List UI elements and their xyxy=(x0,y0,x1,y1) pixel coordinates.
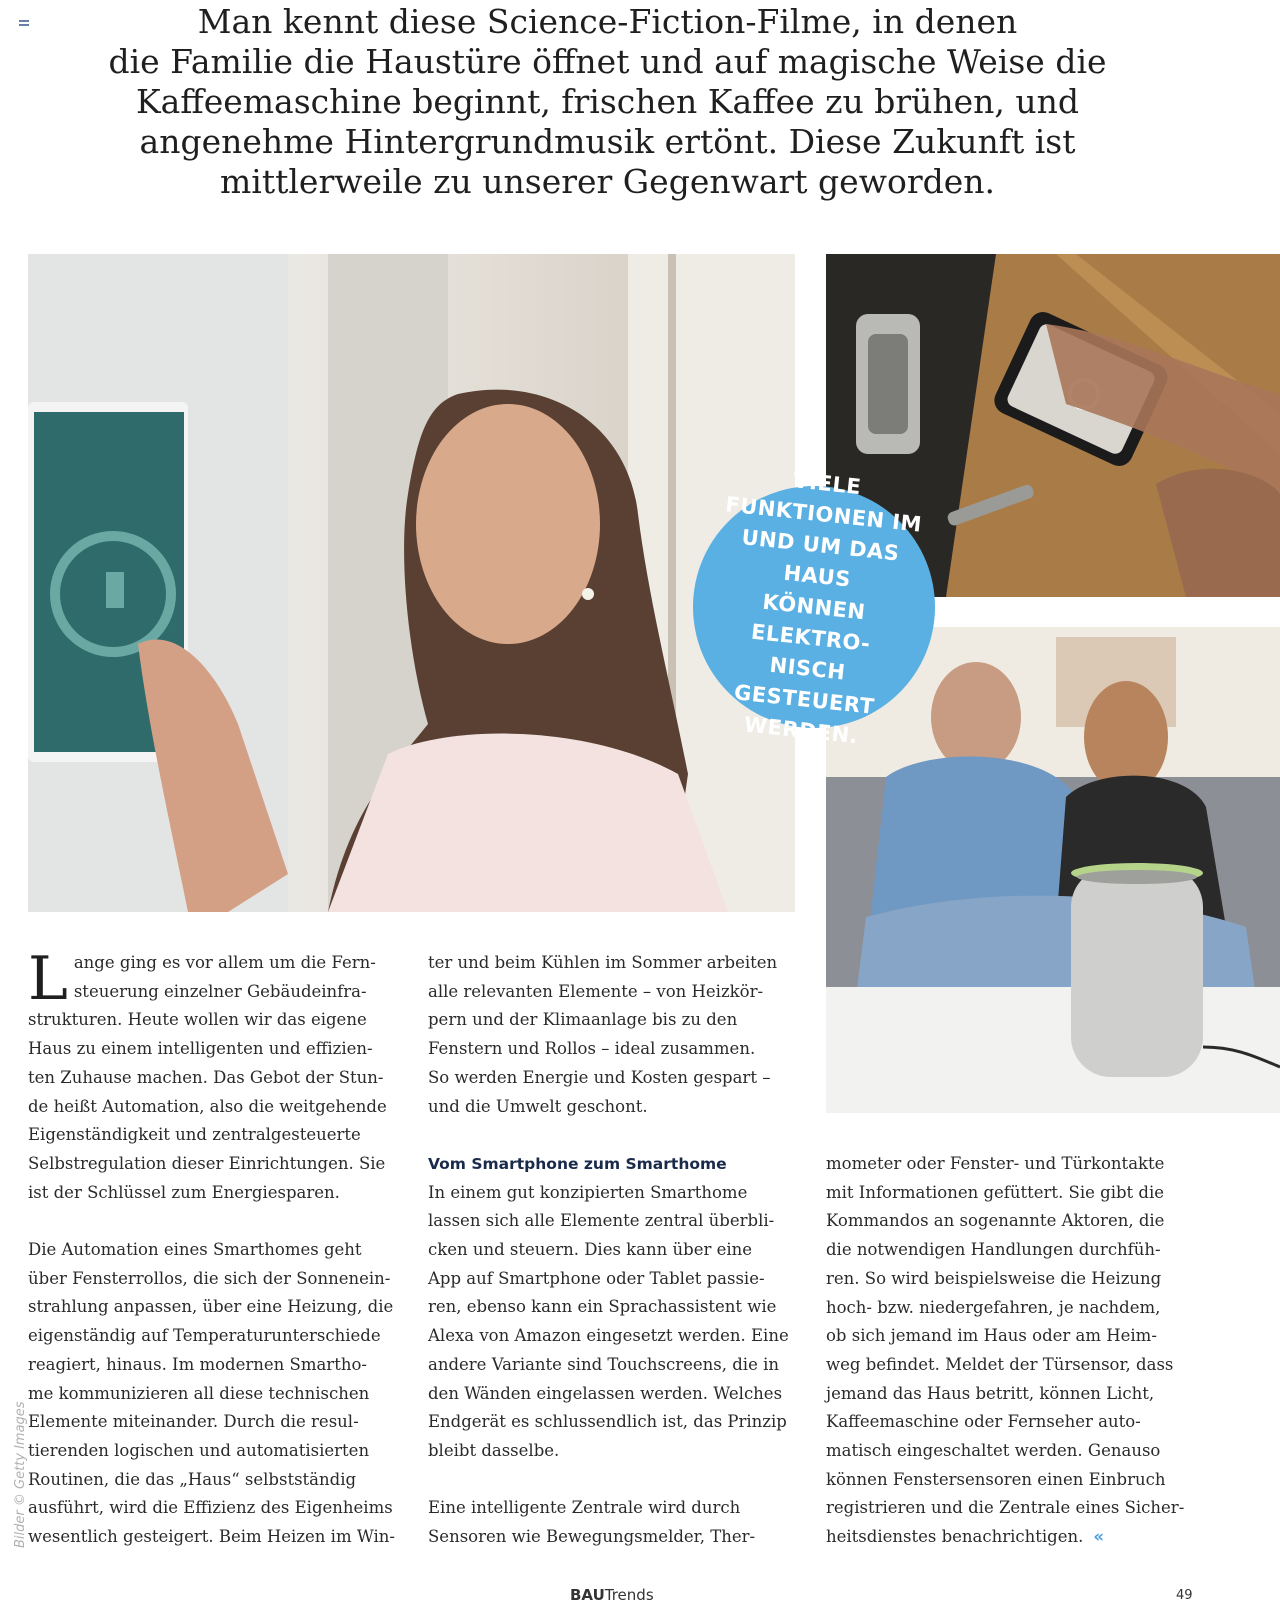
section-heading: Vom Smartphone zum Smarthome xyxy=(428,1154,727,1173)
callout-badge xyxy=(681,467,947,748)
article-column-1 xyxy=(28,944,398,1552)
paragraph xyxy=(428,1494,798,1551)
text-line: So werden Energie und Kosten gespart – xyxy=(428,1067,771,1087)
text-line: wesentlich gesteigert. Beim Heizen im Win- xyxy=(28,1527,395,1547)
text-line: hoch- bzw. niedergefahren, je nachdem, xyxy=(826,1297,1161,1317)
text-line: über Fensterrollos, die sich der Sonnenein- xyxy=(28,1268,391,1288)
text-line: tierenden logischen und automatisierten xyxy=(28,1440,370,1460)
intro-line: Man kennt diese Science-Fiction-Filme, in denen xyxy=(197,2,1018,41)
text-line: reagiert, hinaus. Im modernen Smartho- xyxy=(28,1354,367,1374)
text-line: steuerung einzelner Gebäudeinfra- xyxy=(73,981,367,1001)
menu-icon[interactable] xyxy=(19,20,29,28)
text-line: Kommandos an sogenannte Aktoren, die xyxy=(826,1211,1165,1231)
text-line: bleibt dasselbe. xyxy=(428,1440,560,1460)
text-line: andere Variante sind Touchscreens, die in xyxy=(428,1354,779,1374)
text-line: ten Zuhause machen. Das Gebot der Stun- xyxy=(28,1067,384,1087)
paragraph xyxy=(28,1236,398,1552)
text-line: pern und der Klimaanlage bis zu den xyxy=(428,1010,738,1030)
paragraph xyxy=(826,1150,1196,1552)
text-line: ren, ebenso kann ein Sprachassistent wie xyxy=(428,1297,777,1317)
callout-line: NISCH GESTEUERT xyxy=(733,652,876,719)
intro-line: die Familie die Haustüre öffnet und auf magische Weise die xyxy=(108,42,1107,81)
text-line: Selbstregulation dieser Einrichtungen. Sie xyxy=(28,1153,386,1173)
text-line: Routinen, die das „Haus“ selbstständig xyxy=(28,1469,357,1489)
text-line: weg befindet. Meldet der Türsensor, dass xyxy=(826,1354,1174,1374)
page-number: 49 xyxy=(1176,1588,1193,1603)
intro-line: angenehme Hintergrundmusik ertönt. Diese Zukunft ist xyxy=(139,122,1076,161)
intro-line: mittlerweile zu unserer Gegenwart geworden. xyxy=(220,162,995,201)
text-line: eigenständig auf Temperaturunterschiede xyxy=(28,1326,381,1346)
callout-line: UND UM DAS HAUS xyxy=(740,524,901,592)
text-line: Sensoren wie Bewegungsmelder, Ther- xyxy=(428,1527,756,1547)
photo-credit: Bilder © Getty Images xyxy=(13,1401,28,1548)
callout-line: KÖNNEN ELEKTRO- xyxy=(749,589,872,656)
text-line: Haus zu einem intelligenten und effizien- xyxy=(28,1039,373,1059)
text-line: ob sich jemand im Haus oder am Heim- xyxy=(826,1326,1157,1346)
text-line: Elemente miteinander. Durch die resul- xyxy=(28,1412,359,1432)
text-line: Fenstern und Rollos – ideal zusammen. xyxy=(428,1039,756,1059)
photo-woman-touchscreen xyxy=(28,254,795,912)
paragraph xyxy=(28,944,398,1207)
text-line: Alexa von Amazon eingesetzt werden. Eine xyxy=(428,1326,789,1346)
text-line: strukturen. Heute wollen wir das eigene xyxy=(28,1010,367,1030)
drop-cap: L xyxy=(28,944,68,1014)
brand-rest: Trends xyxy=(604,1586,654,1604)
paragraph xyxy=(428,949,798,1121)
callout-line: FUNKTIONEN IM xyxy=(724,491,924,537)
text-line: ausführt, wird die Effizienz des Eigenheims xyxy=(28,1498,393,1518)
text-line: jemand das Haus betritt, können Licht, xyxy=(826,1383,1155,1403)
text-line: me kommunizieren all diese technischen xyxy=(28,1383,370,1403)
article-column-3 xyxy=(826,1150,1196,1552)
paragraph xyxy=(428,1179,798,1466)
text-line: registrieren und die Zentrale eines Sicher- xyxy=(826,1498,1185,1518)
text-line: alle relevanten Elemente – von Heizkör- xyxy=(428,981,764,1001)
callout-line: WERDEN. xyxy=(742,711,860,748)
text-line: können Fenstersensoren einen Einbruch xyxy=(826,1469,1166,1489)
text-line: den Wänden eingelassen werden. Welches xyxy=(428,1383,783,1403)
text-line xyxy=(826,1523,1196,1552)
text-line: matisch eingeschaltet werden. Genauso xyxy=(826,1441,1161,1461)
text-line: Kaffeemaschine oder Fernseher auto- xyxy=(826,1412,1141,1432)
brand-bold: BAU xyxy=(570,1586,605,1604)
article-column-2 xyxy=(428,949,798,1552)
text-line: ange ging es vor allem um die Fern- xyxy=(73,953,376,972)
text-line: und die Umwelt geschont. xyxy=(428,1096,648,1116)
footer-brand xyxy=(570,1586,654,1604)
text-line: die notwendigen Handlungen durchfüh- xyxy=(826,1240,1161,1260)
text-line: ren. So wird beispielsweise die Heizung xyxy=(826,1268,1162,1288)
text-line: App auf Smartphone oder Tablet passie- xyxy=(428,1268,765,1288)
text-line: mometer oder Fenster- und Türkontakte xyxy=(826,1154,1165,1173)
text-line: de heißt Automation, also die weitgehende xyxy=(28,1096,387,1116)
text-line: strahlung anpassen, über eine Heizung, die xyxy=(28,1297,394,1317)
text-line: ist der Schlüssel zum Energiesparen. xyxy=(28,1182,340,1202)
text-line: ter und beim Kühlen im Sommer arbeiten xyxy=(428,953,778,972)
callout-text xyxy=(694,457,934,757)
text-line: cken und steuern. Dies kann über eine xyxy=(428,1240,753,1260)
intro-line: Kaffeemaschine beginnt, frischen Kaffee zu brühen, und xyxy=(135,82,1080,121)
text-line: In einem gut konzipierten Smarthome xyxy=(428,1182,748,1202)
intro-lead xyxy=(60,2,1155,202)
end-mark-icon: « xyxy=(1093,1527,1105,1547)
text-line: mit Informationen gefüttert. Sie gibt die xyxy=(826,1182,1165,1202)
text-line: Endgerät es schlussendlich ist, das Prinzip xyxy=(428,1412,787,1432)
callout-line: VIELE xyxy=(791,467,863,499)
text-fragment: heitsdienstes benachrichtigen. xyxy=(826,1527,1084,1547)
text-line: Eine intelligente Zentrale wird durch xyxy=(428,1498,741,1518)
text-line: lassen sich alle Elemente zentral überbli- xyxy=(428,1211,775,1231)
text-line: Eigenständigkeit und zentralgesteuerte xyxy=(28,1125,361,1145)
text-line: Die Automation eines Smarthomes geht xyxy=(28,1240,362,1260)
